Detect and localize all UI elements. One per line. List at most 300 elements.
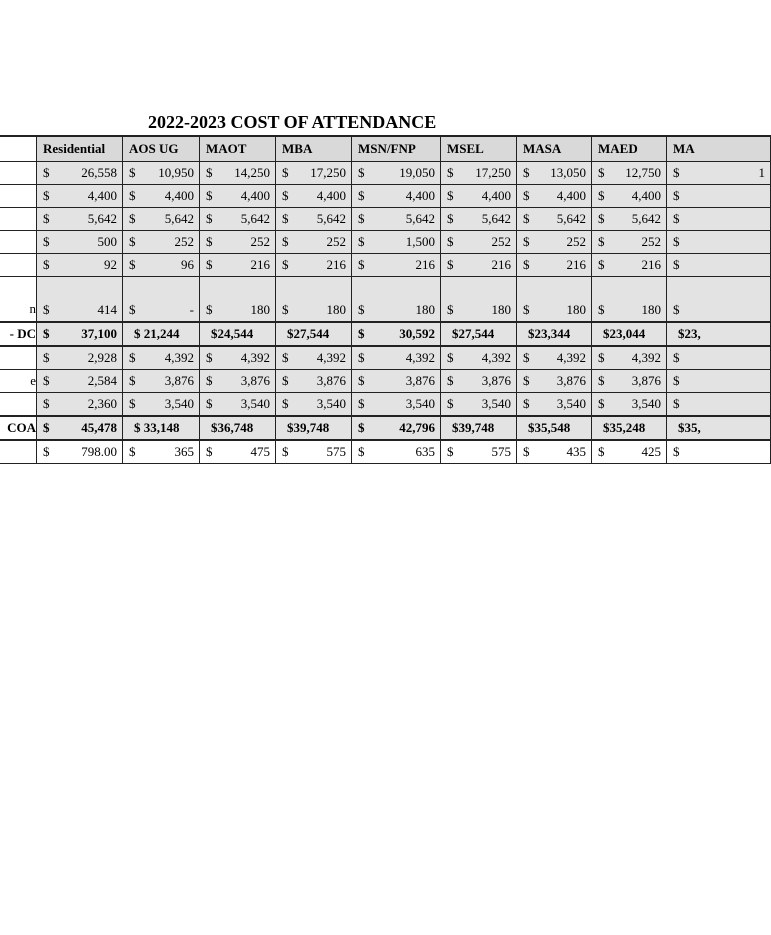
amount-cell [667,208,771,231]
amount-value: 4,400 [481,188,511,203]
currency-symbol: $ [523,211,530,226]
amount-cell [37,277,123,323]
currency-symbol: $ [523,165,530,180]
amount-value: 4,392 [631,350,661,365]
currency-symbol: $ [282,444,289,459]
amount-cell [276,416,352,440]
currency-symbol: $ [206,165,213,180]
currency-symbol: $ [447,234,454,249]
amount-value: 635 [415,444,435,459]
amount-cell [123,393,200,417]
amount-value: 216 [415,257,435,272]
amount-value: 3,540 [316,396,346,411]
amount-text: $23, [678,326,701,341]
currency-symbol: $ [206,188,213,203]
amount-value: 252 [491,234,511,249]
amount-cell [200,254,276,277]
amount-cell [517,322,592,346]
currency-symbol: $ [43,350,50,365]
currency-symbol: $ [523,257,530,272]
currency-symbol: $ [447,373,454,388]
amount-value: 4,392 [556,350,586,365]
currency-symbol: $ [43,420,50,435]
table-row [0,162,771,185]
column-header: MAOT [200,136,276,162]
currency-symbol: $ [523,396,530,411]
amount-value: 3,876 [316,373,346,388]
amount-cell [592,185,667,208]
amount-cell [200,185,276,208]
amount-value: 13,050 [550,165,586,180]
amount-value: 4,392 [164,350,194,365]
currency-symbol: $ [43,211,50,226]
amount-cell [200,416,276,440]
amount-value: 216 [326,257,346,272]
row-label-header [0,136,37,162]
amount-value: 4,392 [316,350,346,365]
currency-symbol: $ [129,396,136,411]
amount-cell [276,208,352,231]
currency-symbol: $ [43,188,50,203]
amount-cell [667,346,771,370]
amount-cell [352,208,441,231]
amount-cell [276,440,352,464]
currency-symbol: $ [673,373,680,388]
table-row [0,370,771,393]
amount-cell [441,416,517,440]
amount-cell [276,393,352,417]
currency-symbol: $ [598,234,605,249]
amount-cell [441,440,517,464]
amount-cell [352,254,441,277]
amount-value: 4,400 [405,188,435,203]
amount-value: 4,392 [481,350,511,365]
currency-symbol: $ [129,211,136,226]
amount-value: 5,642 [481,211,511,226]
amount-value: 500 [97,234,117,249]
amount-cell [123,185,200,208]
amount-cell [123,162,200,185]
amount-cell [441,162,517,185]
currency-symbol: $ [206,444,213,459]
currency-symbol: $ [43,302,50,317]
amount-value: 92 [104,257,117,272]
amount-value: 5,642 [556,211,586,226]
currency-symbol: $ [358,211,365,226]
amount-cell [276,370,352,393]
amount-value: 19,050 [399,165,435,180]
currency-symbol: $ [43,257,50,272]
currency-symbol: $ [129,234,136,249]
currency-symbol: $ [447,444,454,459]
currency-symbol: $ [358,257,365,272]
amount-value: 4,400 [556,188,586,203]
amount-value: 216 [641,257,661,272]
currency-symbol: $ [43,234,50,249]
currency-symbol: $ [598,165,605,180]
amount-cell [276,254,352,277]
currency-symbol: $ [358,188,365,203]
amount-value: 26,558 [81,165,117,180]
amount-cell [517,370,592,393]
currency-symbol: $ [129,302,136,317]
amount-value: 798.00 [81,444,117,459]
cost-table-viewport [0,135,765,459]
currency-symbol: $ [523,350,530,365]
row-label [0,346,37,370]
amount-cell [276,346,352,370]
amount-value: 4,400 [164,188,194,203]
amount-value: 5,642 [164,211,194,226]
currency-symbol: $ [673,302,680,317]
table-row [0,322,771,346]
currency-symbol: $ [598,188,605,203]
amount-cell [37,416,123,440]
amount-value: 180 [491,302,511,317]
amount-cell [441,254,517,277]
currency-symbol: $ [673,165,680,180]
amount-cell [517,231,592,254]
amount-cell [667,416,771,440]
row-label: COA [0,416,37,440]
amount-cell [667,393,771,417]
currency-symbol: $ [282,350,289,365]
amount-cell [441,370,517,393]
amount-cell [592,231,667,254]
amount-value: 252 [641,234,661,249]
amount-cell [352,393,441,417]
amount-cell [200,370,276,393]
amount-cell [123,440,200,464]
table-row [0,416,771,440]
page-title: 2022-2023 COST OF ATTENDANCE [148,112,437,132]
currency-symbol: $ [358,326,365,341]
table-row [0,254,771,277]
amount-text: $23,044 [603,326,646,341]
amount-text: $24,544 [211,326,254,341]
currency-symbol: $ [598,302,605,317]
amount-text: $23,344 [528,326,571,341]
amount-text: $39,748 [452,420,495,435]
amount-value: 435 [566,444,586,459]
amount-value: 252 [174,234,194,249]
amount-value: 5,642 [87,211,117,226]
amount-value: 180 [566,302,586,317]
amount-value: 30,592 [399,326,435,341]
amount-cell [37,393,123,417]
currency-symbol: $ [282,302,289,317]
column-header: MA [667,136,771,162]
amount-cell [517,185,592,208]
amount-cell [517,208,592,231]
amount-value: 575 [491,444,511,459]
currency-symbol: $ [447,350,454,365]
currency-symbol: $ [598,444,605,459]
currency-symbol: $ [598,257,605,272]
amount-value: 216 [491,257,511,272]
currency-symbol: $ [129,444,136,459]
amount-cell [667,322,771,346]
amount-cell [592,440,667,464]
currency-symbol: $ [598,396,605,411]
amount-value: 216 [250,257,270,272]
amount-value: 17,250 [310,165,346,180]
currency-symbol: $ [43,165,50,180]
amount-cell [441,208,517,231]
amount-cell [352,416,441,440]
amount-cell [517,162,592,185]
amount-value: 216 [566,257,586,272]
currency-symbol: $ [673,211,680,226]
column-header: Residential [37,136,123,162]
amount-cell [37,440,123,464]
amount-value: 5,642 [631,211,661,226]
amount-cell [441,277,517,323]
amount-value: 1,500 [405,234,435,249]
amount-cell [592,346,667,370]
amount-cell [37,208,123,231]
table-row [0,440,771,464]
amount-cell [441,322,517,346]
amount-text: $39,748 [287,420,330,435]
amount-value: 180 [250,302,270,317]
amount-cell [37,185,123,208]
amount-value: 3,876 [631,373,661,388]
amount-cell [667,370,771,393]
amount-value: 252 [566,234,586,249]
currency-symbol: $ [447,165,454,180]
amount-cell [200,208,276,231]
amount-cell [276,277,352,323]
currency-symbol: $ [598,350,605,365]
amount-cell [123,346,200,370]
amount-cell [352,231,441,254]
currency-symbol: $ [358,444,365,459]
amount-cell [37,346,123,370]
amount-cell [37,322,123,346]
currency-symbol: $ [282,211,289,226]
table-row [0,346,771,370]
currency-symbol: $ [282,396,289,411]
currency-symbol: $ [447,188,454,203]
amount-cell [667,185,771,208]
amount-cell [517,254,592,277]
amount-cell [37,370,123,393]
currency-symbol: $ [673,188,680,203]
amount-cell [276,185,352,208]
amount-cell [592,322,667,346]
amount-cell [592,393,667,417]
table-row [0,185,771,208]
amount-cell [123,277,200,323]
amount-cell [592,277,667,323]
column-header-row [0,136,771,162]
amount-cell [517,416,592,440]
currency-symbol: $ [206,302,213,317]
amount-cell [200,322,276,346]
amount-cell [123,254,200,277]
amount-value: 180 [641,302,661,317]
amount-value: 4,400 [240,188,270,203]
amount-cell [352,370,441,393]
row-label: n [0,277,37,323]
currency-symbol: $ [673,234,680,249]
currency-symbol: $ [206,373,213,388]
amount-text: $ 21,244 [134,326,180,341]
amount-text: $36,748 [211,420,254,435]
amount-cell [276,162,352,185]
currency-symbol: $ [447,257,454,272]
amount-text: $ 33,148 [134,420,180,435]
amount-cell [200,231,276,254]
currency-symbol: $ [43,326,50,341]
amount-value: 17,250 [475,165,511,180]
amount-cell [352,346,441,370]
amount-text: $35, [678,420,701,435]
currency-symbol: $ [447,396,454,411]
amount-value: 2,928 [87,350,117,365]
amount-value: 5,642 [405,211,435,226]
currency-symbol: $ [129,165,136,180]
row-label [0,231,37,254]
amount-value: 4,400 [316,188,346,203]
currency-symbol: $ [206,396,213,411]
amount-value: 3,540 [164,396,194,411]
amount-cell [37,162,123,185]
amount-cell [441,185,517,208]
amount-cell [667,231,771,254]
table-body [0,162,771,464]
amount-value: 4,392 [405,350,435,365]
table-row [0,231,771,254]
table-row [0,393,771,417]
amount-cell [592,254,667,277]
amount-value: 12,750 [625,165,661,180]
amount-cell [667,254,771,277]
amount-cell [517,393,592,417]
currency-symbol: $ [206,234,213,249]
amount-cell [123,370,200,393]
amount-cell [276,322,352,346]
amount-cell [592,416,667,440]
amount-cell [441,346,517,370]
amount-value: 252 [250,234,270,249]
currency-symbol: $ [598,211,605,226]
amount-value: 3,876 [556,373,586,388]
currency-symbol: $ [673,396,680,411]
amount-text: $27,544 [287,326,330,341]
column-header: MASA [517,136,592,162]
amount-cell [352,185,441,208]
currency-symbol: $ [673,257,680,272]
amount-value: 3,540 [240,396,270,411]
amount-cell [667,162,771,185]
amount-value: 3,876 [164,373,194,388]
currency-symbol: $ [358,350,365,365]
amount-value: 42,796 [399,420,435,435]
amount-value: 3,540 [556,396,586,411]
amount-value: - [189,302,194,317]
currency-symbol: $ [358,234,365,249]
amount-cell [667,440,771,464]
column-header: MSEL [441,136,517,162]
amount-cell [200,440,276,464]
amount-cell [123,231,200,254]
amount-value: 365 [174,444,194,459]
currency-symbol: $ [673,444,680,459]
currency-symbol: $ [129,373,136,388]
currency-symbol: $ [358,373,365,388]
amount-cell [667,277,771,323]
amount-cell [37,254,123,277]
currency-symbol: $ [447,211,454,226]
row-label [0,440,37,464]
amount-value: 14,250 [234,165,270,180]
amount-value: 475 [250,444,270,459]
currency-symbol: $ [358,420,365,435]
amount-text: $27,544 [452,326,495,341]
amount-value: 3,540 [481,396,511,411]
amount-text: $35,548 [528,420,571,435]
amount-cell [200,346,276,370]
row-label [0,393,37,417]
currency-symbol: $ [43,396,50,411]
currency-symbol: $ [358,165,365,180]
amount-value: 575 [326,444,346,459]
amount-value: 3,540 [405,396,435,411]
currency-symbol: $ [206,211,213,226]
amount-cell [200,162,276,185]
column-header: MBA [276,136,352,162]
amount-cell [517,440,592,464]
amount-cell [352,322,441,346]
currency-symbol: $ [282,188,289,203]
row-label [0,185,37,208]
currency-symbol: $ [43,373,50,388]
amount-value: 5,642 [316,211,346,226]
amount-value: 4,392 [240,350,270,365]
amount-cell [352,440,441,464]
currency-symbol: $ [129,257,136,272]
amount-cell [352,277,441,323]
currency-symbol: $ [523,302,530,317]
amount-cell [441,231,517,254]
currency-symbol: $ [206,257,213,272]
currency-symbol: $ [206,350,213,365]
currency-symbol: $ [673,350,680,365]
amount-cell [123,208,200,231]
amount-value: 96 [181,257,194,272]
amount-cell [592,162,667,185]
amount-value: 3,876 [240,373,270,388]
currency-symbol: $ [598,373,605,388]
amount-value: 4,400 [631,188,661,203]
amount-cell [592,208,667,231]
amount-value: 37,100 [81,326,117,341]
currency-symbol: $ [282,234,289,249]
amount-value: 1 [758,165,765,180]
column-header: MSN/FNP [352,136,441,162]
currency-symbol: $ [358,396,365,411]
amount-value: 180 [415,302,435,317]
amount-cell [123,416,200,440]
currency-symbol: $ [358,302,365,317]
amount-value: 5,642 [240,211,270,226]
amount-cell [517,346,592,370]
currency-symbol: $ [447,302,454,317]
amount-value: 414 [97,302,117,317]
currency-symbol: $ [43,444,50,459]
